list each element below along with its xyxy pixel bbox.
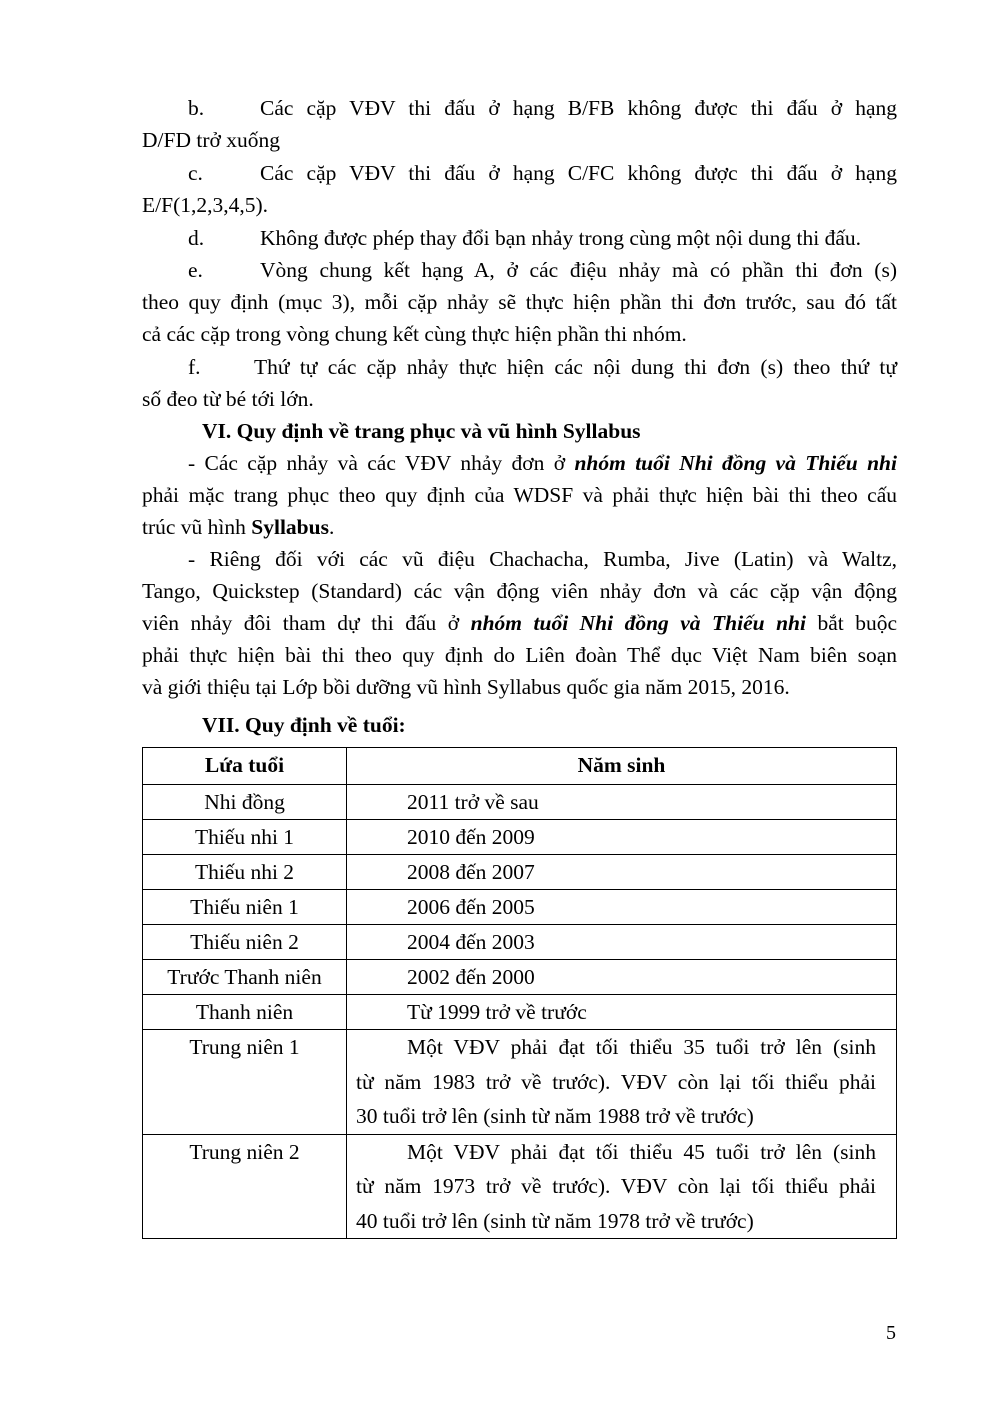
list-letter: b. [188, 96, 205, 120]
page-number: 5 [886, 1322, 896, 1344]
paragraph-text: D/FD trở xuống [142, 128, 280, 152]
paragraph-text: phải mặc trang phục theo quy định của WDSF và phải thực hiện bài thi theo cấu [142, 483, 897, 507]
table-header-row [143, 748, 897, 785]
paragraph-text: viên nhảy đôi tham dự thi đấu ở [142, 611, 471, 635]
age-cell: Thiếu niên 2 [143, 925, 347, 960]
paragraph-b [142, 92, 897, 156]
year-cell: 2006 đến 2005 [347, 890, 897, 925]
table-row [143, 1134, 897, 1239]
year-cell: 2011 trở về sau [347, 785, 897, 820]
list-letter: c. [188, 161, 203, 185]
year-cell: Từ 1999 trở về trước [347, 995, 897, 1030]
table-row [143, 960, 897, 995]
emphasis-text: nhóm tuổi Nhi đồng và Thiếu nhi [470, 611, 806, 635]
paragraph-text: cả các cặp trong vòng chung kết cùng thực hiện phần thi nhóm. [142, 322, 687, 346]
list-letter: e. [188, 258, 203, 282]
paragraph-e [142, 254, 897, 350]
age-cell: Thanh niên [143, 995, 347, 1030]
year-text: 40 tuổi trở lên (sinh từ năm 1978 trở về trước) [356, 1208, 754, 1233]
list-letter: d. [188, 226, 205, 250]
paragraph-text: E/F(1,2,3,4,5). [142, 193, 269, 217]
paragraph-text: - Riêng đối với các vũ điệu Chachacha, Rumba, Jive (Latin) và Waltz, [188, 547, 897, 571]
paragraph-text: Các cặp VĐV thi đấu ở hạng B/FB không được thi đấu ở hạng [260, 96, 897, 120]
age-cell: Thiếu nhi 1 [143, 820, 347, 855]
year-text: Một VĐV phải đạt tối thiểu 35 tuổi trở lên (sinh [407, 1035, 876, 1059]
paragraph-text: và giới thiệu tại Lớp bồi dưỡng vũ hình Syllabus quốc gia năm 2015, 2016. [142, 675, 790, 699]
year-cell [347, 1134, 897, 1239]
year-cell: 2004 đến 2003 [347, 925, 897, 960]
year-text: Một VĐV phải đạt tối thiểu 45 tuổi trở lên (sinh [407, 1139, 876, 1164]
bold-text: Syllabus [251, 515, 329, 539]
table-row [143, 855, 897, 890]
age-cell: Thiếu nhi 2 [143, 855, 347, 890]
table-row [143, 890, 897, 925]
year-text: từ năm 1973 trở về trước). VĐV còn lại tối thiểu phải [356, 1174, 876, 1198]
paragraph-text: Không được phép thay đổi bạn nhảy trong cùng một nội dung thi đấu. [260, 226, 862, 250]
paragraph-d [142, 222, 897, 254]
table-row [143, 785, 897, 820]
age-cell: Trung niên 1 [143, 1030, 347, 1135]
paragraph-text: trúc vũ hình [142, 515, 252, 539]
section-heading: VI. Quy định về trang phục và vũ hình Syllabus [202, 419, 641, 443]
paragraph-text: bắt buộc [805, 611, 898, 635]
paragraph-text: Tango, Quickstep (Standard) các vận động viên nhảy đơn và các cặp vận động [142, 579, 897, 603]
paragraph-text: số đeo từ bé tới lớn. [142, 387, 314, 411]
year-cell [347, 1030, 897, 1135]
age-cell: Nhi đồng [143, 785, 347, 820]
year-cell: 2008 đến 2007 [347, 855, 897, 890]
table-row [143, 820, 897, 855]
table-row [143, 925, 897, 960]
table-row [143, 1030, 897, 1135]
age-table [142, 747, 897, 1239]
paragraph-text: theo quy định (mục 3), mỗi cặp nhảy sẽ thực hiện phần thi đơn trước, sau đó tất [142, 290, 897, 314]
paragraph-text: Vòng chung kết hạng A, ở các điệu nhảy mà có phần thi đơn (s) [260, 258, 897, 282]
table-row [143, 995, 897, 1030]
year-text: từ năm 1983 trở về trước). VĐV còn lại tối thiểu phải [356, 1069, 876, 1094]
column-header: Năm sinh [347, 748, 897, 785]
paragraph-f [142, 351, 897, 415]
year-text: 30 tuổi trở lên (sinh từ năm 1988 trở về trước) [356, 1104, 754, 1128]
section6-paragraph-1 [142, 447, 897, 543]
emphasis-text: nhóm tuổi Nhi đồng và Thiếu nhi [574, 451, 897, 475]
list-letter: f. [188, 355, 201, 379]
year-cell: 2010 đến 2009 [347, 820, 897, 855]
age-cell: Trước Thanh niên [143, 960, 347, 995]
age-cell: Trung niên 2 [143, 1134, 347, 1239]
section-heading: VII. Quy định về tuổi: [202, 713, 406, 737]
age-cell: Thiếu niên 1 [143, 890, 347, 925]
paragraph-text: - Các cặp nhảy và các VĐV nhảy đơn ở [188, 451, 575, 475]
paragraph-text: Thứ tự các cặp nhảy thực hiện các nội dung thi đơn (s) theo thứ tự [254, 355, 897, 379]
year-cell: 2002 đến 2000 [347, 960, 897, 995]
paragraph-text: Các cặp VĐV thi đấu ở hạng C/FC không được thi đấu ở hạng [260, 161, 897, 185]
column-header: Lứa tuổi [143, 748, 347, 785]
paragraph-text: . [328, 515, 335, 539]
section6-paragraph-2 [142, 543, 897, 703]
paragraph-text: phải thực hiện bài thi theo quy định do Liên đoàn Thể dục Việt Nam biên soạn [142, 643, 897, 667]
paragraph-c [142, 157, 897, 221]
